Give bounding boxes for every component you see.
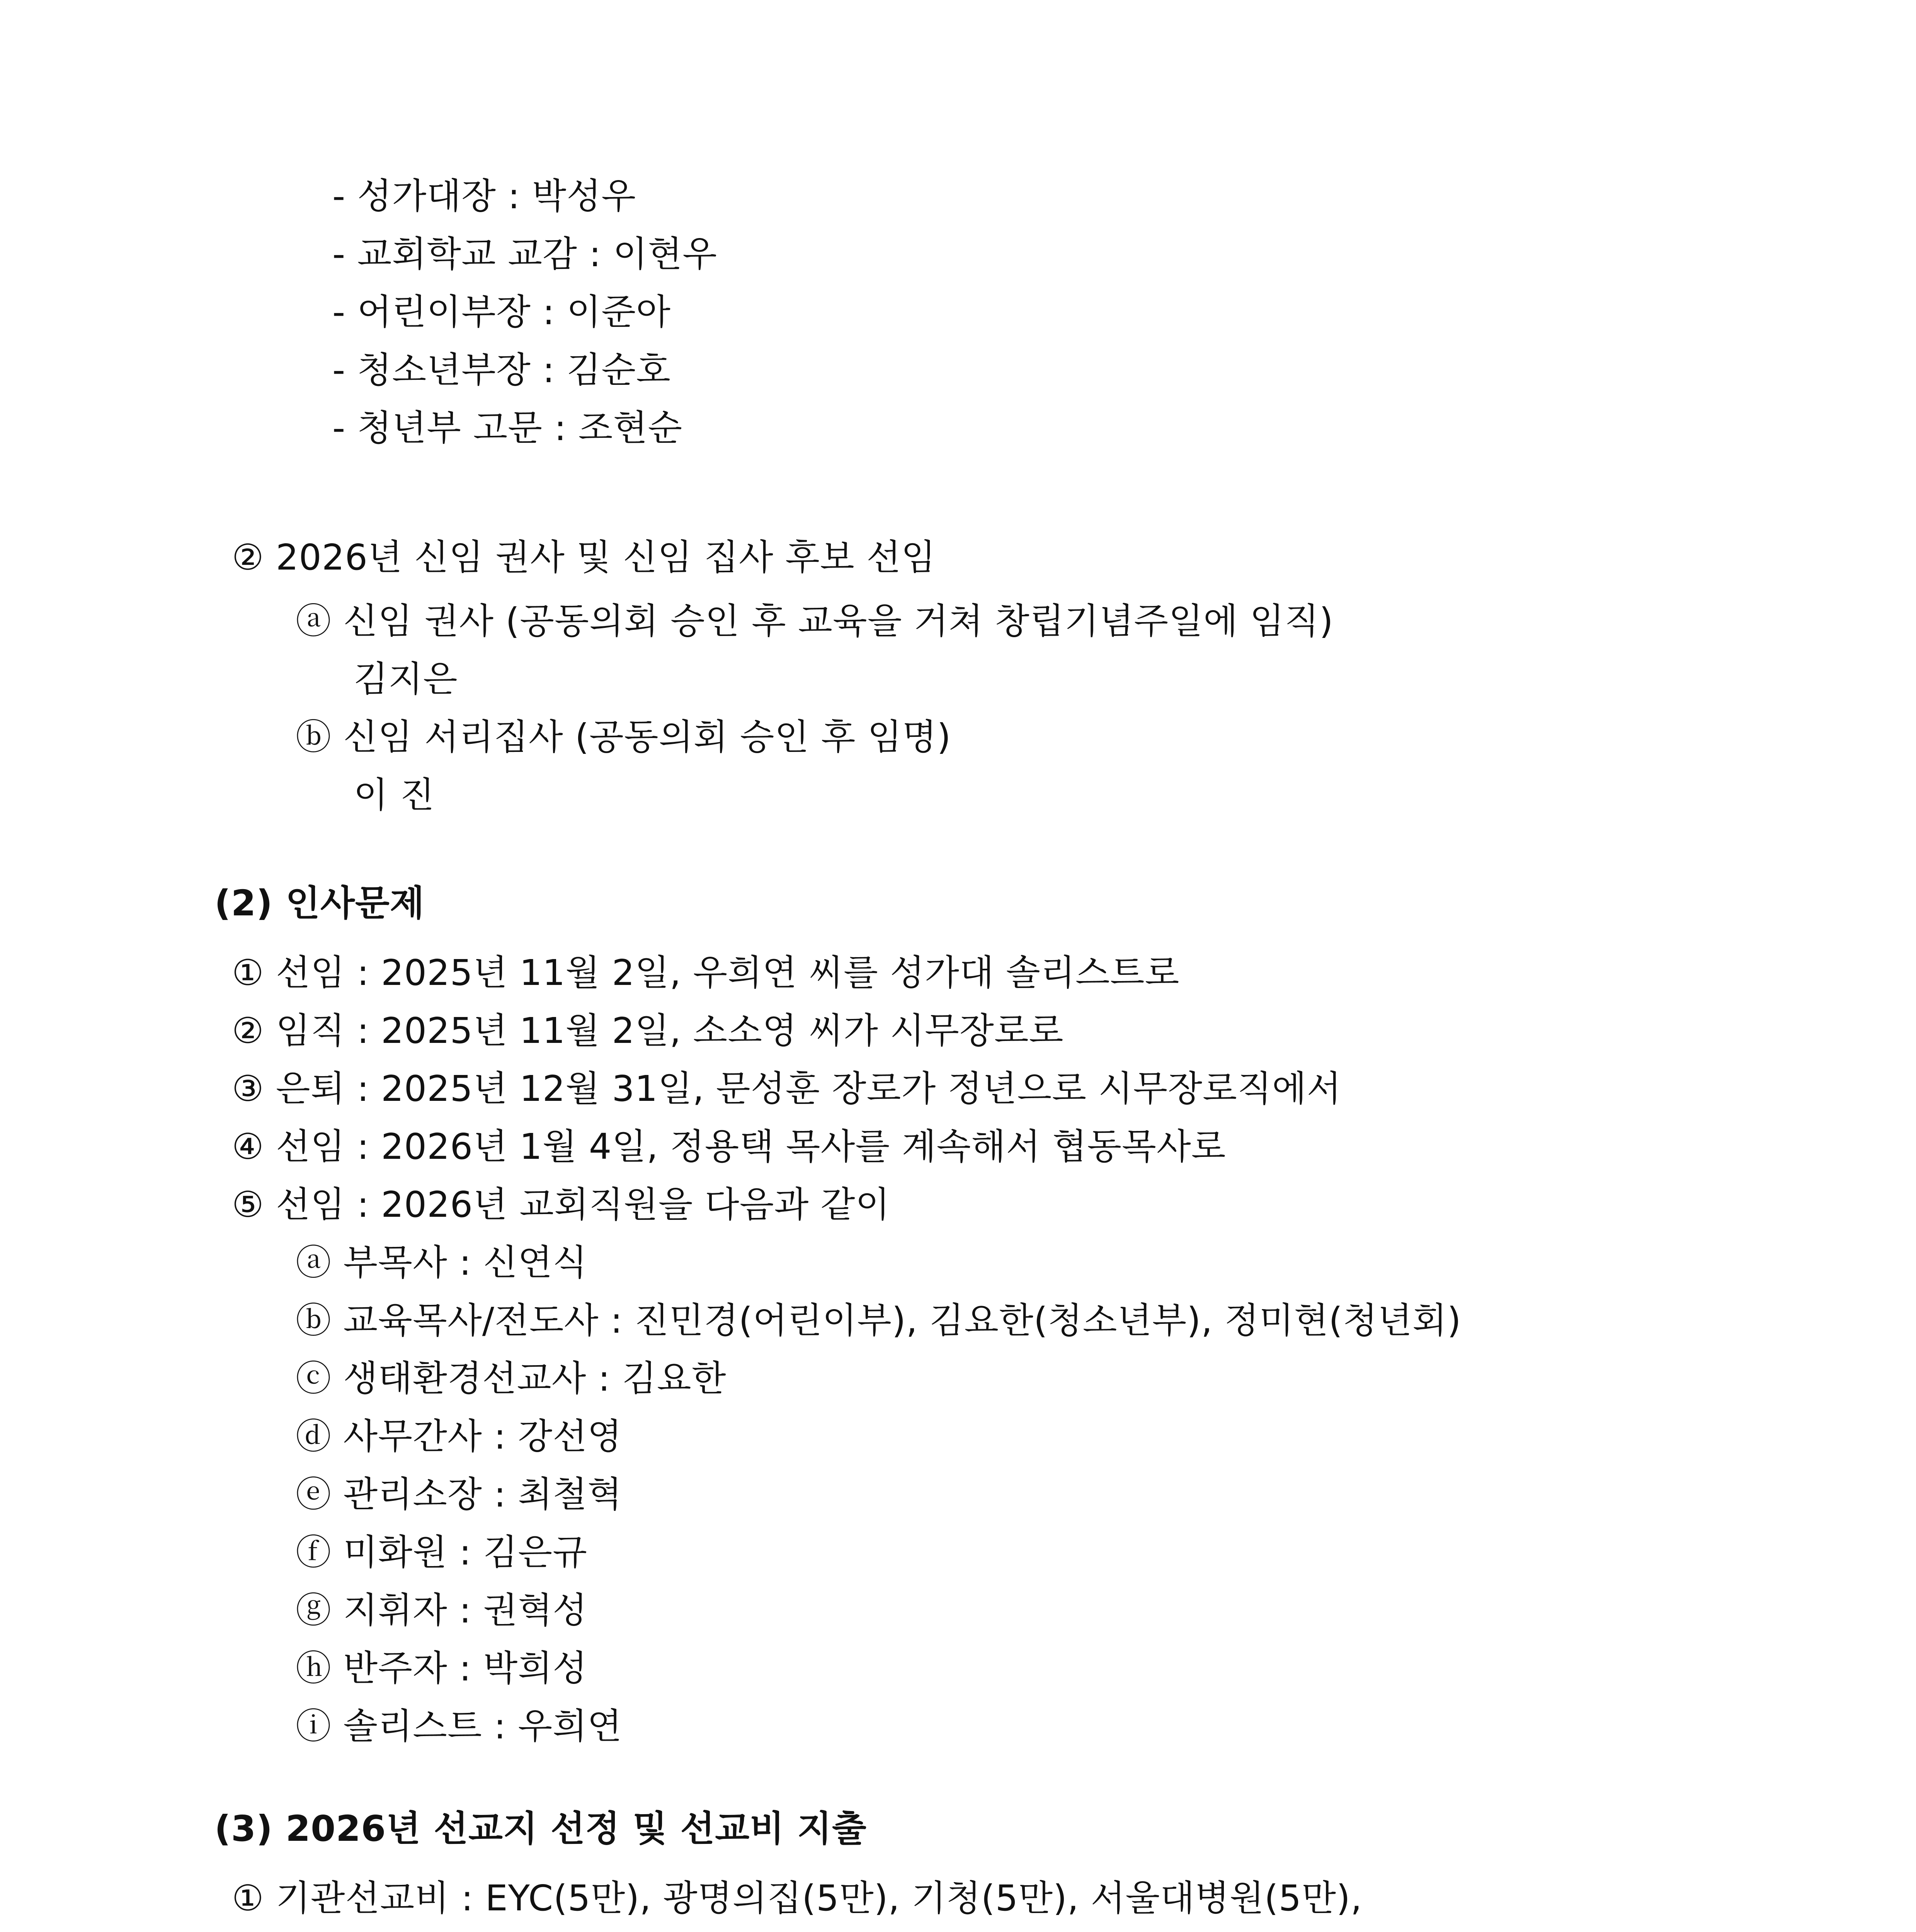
staff-item: ⓘ 솔리스트 : 우희연	[296, 1706, 622, 1747]
staff-item: ⓑ 교육목사/전도사 : 진민경(어린이부), 김요한(청소년부), 정미현(청년회)	[296, 1300, 1462, 1341]
mission-line: ① 기관선교비 : EYC(5만), 광명의집(5만), 기청(5만), 서울대병원(5만),	[232, 1878, 1363, 1919]
staff-item: ⓓ 사무간사 : 강선영	[296, 1416, 622, 1457]
staff-item: ⓕ 미화원 : 김은규	[296, 1532, 587, 1573]
deacon-item: ⓑ 신임 서리집사 (공동의회 승인 후 임명)	[296, 716, 951, 758]
personnel-item: ⑤ 선임 : 2026년 교회직원을 다음과 같이	[232, 1184, 890, 1225]
staff-item: ⓖ 지휘자 : 권혁성	[296, 1590, 587, 1631]
officer-item: - 청년부 고문 : 조현순	[332, 407, 683, 449]
personnel-item: ① 선임 : 2025년 11월 2일, 우희연 씨를 성가대 솔리스트로	[232, 952, 1180, 993]
staff-item: ⓗ 반주자 : 박희성	[296, 1648, 587, 1689]
elder-deaconess-item: ⓐ 신임 권사 (공동의회 승인 후 교육을 거쳐 창립기념주일에 임직)	[296, 600, 1334, 642]
personnel-item: ④ 선임 : 2026년 1월 4일, 정용택 목사를 계속해서 협동목사로	[232, 1126, 1226, 1167]
officer-item: - 성가대장 : 박성우	[332, 175, 636, 217]
missions-heading: (3) 2026년 선교지 선정 및 선교비 지출	[214, 1808, 867, 1849]
deacon-name: 이 진	[354, 774, 435, 816]
personnel-heading: (2) 인사문제	[214, 883, 425, 924]
staff-item: ⓔ 관리소장 : 최철혁	[296, 1474, 622, 1515]
elder-deaconess-name: 김지은	[354, 658, 458, 700]
election-title: ② 2026년 신임 권사 및 신임 집사 후보 선임	[232, 537, 936, 578]
officer-item: - 청소년부장 : 김순호	[332, 349, 671, 391]
personnel-item: ② 임직 : 2025년 11월 2일, 소소영 씨가 시무장로로	[232, 1010, 1064, 1051]
personnel-item: ③ 은퇴 : 2025년 12월 31일, 문성훈 장로가 정년으로 시무장로직에서	[232, 1068, 1342, 1109]
officer-item: - 어린이부장 : 이준아	[332, 291, 671, 333]
staff-item: ⓐ 부목사 : 신연식	[296, 1242, 587, 1283]
staff-item: ⓒ 생태환경선교사 : 김요한	[296, 1358, 727, 1399]
officer-item: - 교회학교 교감 : 이현우	[332, 233, 718, 275]
